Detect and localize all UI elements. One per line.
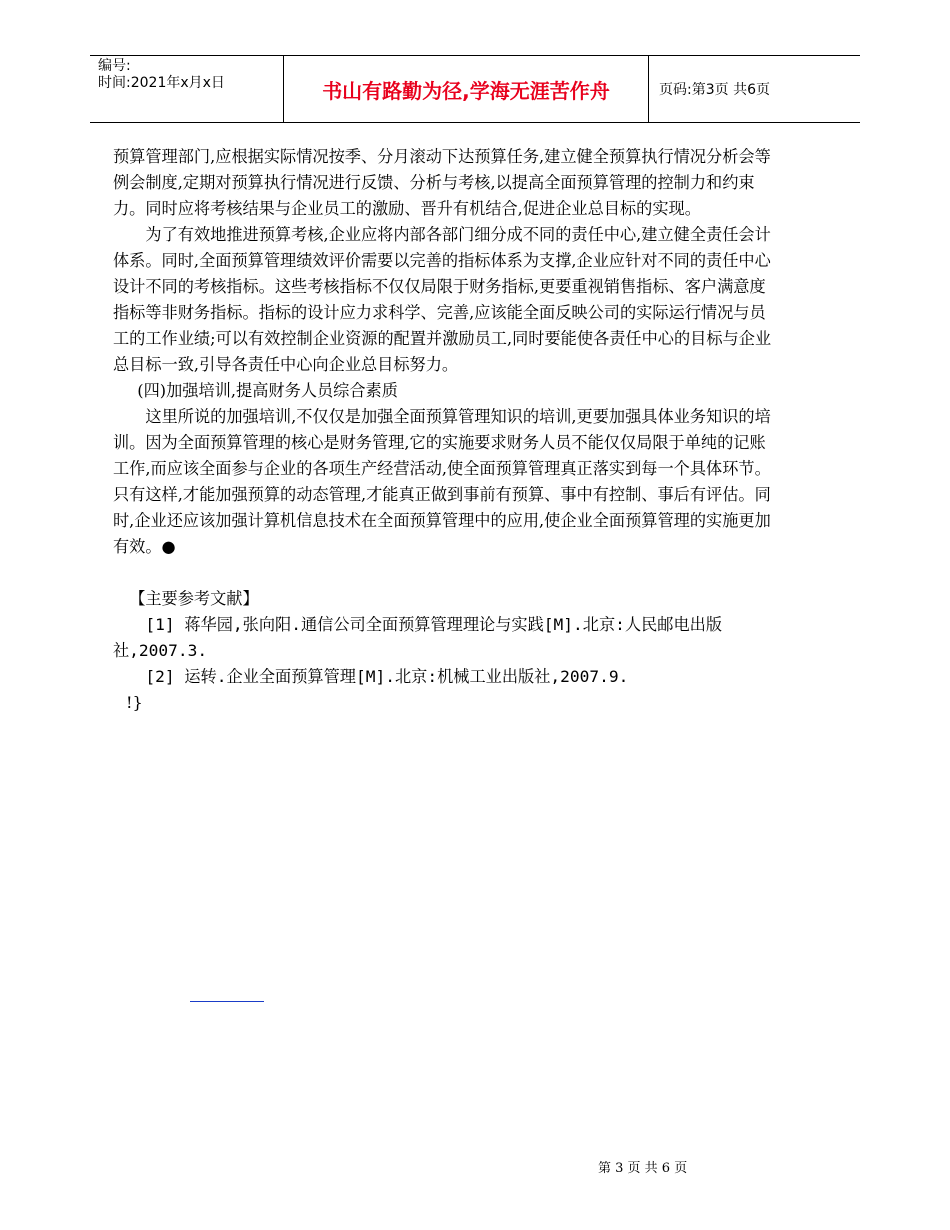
reference-item-2: [2] 运转.企业全面预算管理[M].北京:机械工业出版社,2007.9. [145, 667, 629, 686]
page-header [90, 55, 860, 123]
body-paragraph-2: 为了有效地推进预算考核,企业应将内部各部门细分成不同的责任中心,建立健全责任会计体系。同时,全面预算管理绩效评价需要以完善的指标体系为支撑,企业应针对不同的责任中心设计不同的考核指标。这些考核指标不仅仅局限于财务指标,更要重视销售指标、客户满意度指标等非财务指标。指标的设计应力求科学、完善,应该能全面反映公司的实际运行情况与员工的工作业绩;可以有效控制企业资源的配置并激励员工,同时要能使各责任中心的目标与企业总目标一致,引导各责任中心向企业总目标努力。 [113, 225, 772, 374]
header-motto: 书山有路勤为径,学海无涯苦作舟 [284, 56, 649, 122]
trailing-mark: !} [125, 693, 143, 712]
references-title: 【主要参考文献】 [129, 589, 259, 608]
header-time-label: 时间:2021年x月x日 [98, 75, 225, 91]
hyperlink-underline[interactable] [190, 1001, 264, 1002]
reference-item-1: [1] 蒋华园,张向阳.通信公司全面预算管理理论与实践[M].北京:人民邮电出版社,2007.3. [113, 615, 723, 660]
header-number-label: 编号: [98, 58, 131, 74]
body-paragraph-3: 这里所说的加强培训,不仅仅是加强全面预算管理知识的培训,更要加强具体业务知识的培训。因为全面预算管理的核心是财务管理,它的实施要求财务人员不能仅仅局限于单纯的记账工作,而应该全面参与企业的各项生产经营活动,使全面预算管理真正落实到每一个具体环节。只有这样,才能加强预算的动态管理,才能真正做到事前有预算、事中有控制、事后有评估。同时,企业还应该加强计算机信息技术在全面预算管理中的应用,使企业全面预算管理的实施更加有效。● [113, 407, 771, 556]
header-page-label: 页码:第3页 共6页 [659, 82, 770, 98]
blank-line [113, 560, 773, 586]
document-body [113, 144, 773, 716]
section-heading: (四)加强培训,提高财务人员综合素质 [137, 381, 398, 400]
header-meta [90, 56, 284, 122]
body-paragraph-1: 预算管理部门,应根据实际情况按季、分月滚动下达预算任务,建立健全预算执行情况分析会等例会制度,定期对预算执行情况进行反馈、分析与考核,以提高全面预算管理的控制力和约束力。同时应将考核结果与企业员工的激励、晋升有机结合,促进企业总目标的实现。 [113, 147, 771, 218]
page-footer: 第 3 页 共 6 页 [598, 1161, 688, 1176]
